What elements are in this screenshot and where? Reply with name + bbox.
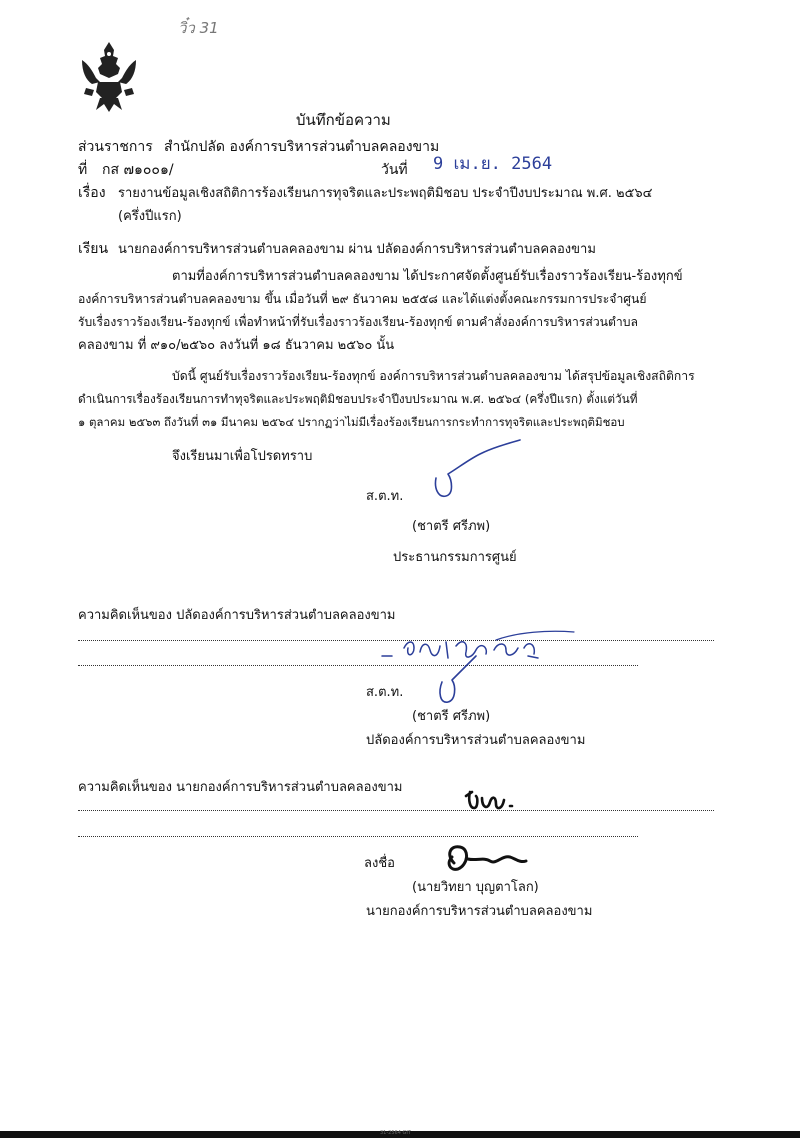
opinion-1-name: (ชาตรี ศรีภพ) xyxy=(412,709,491,724)
paragraph-1-line: รับเรื่องราวร้องเรียน-ร้องทุกข์ เพื่อทำหน้าที่รับเรื่องราวร้องเรียน-ร้องทุกข์ ตามคำสั่งองค์การบริหารส่วนตำบล xyxy=(78,315,638,329)
opinion-2-position: นายกองค์การบริหารส่วนตำบลคลองขาม xyxy=(366,904,593,919)
signature-1-position: ประธานกรรมการศูนย์ xyxy=(393,550,517,565)
paragraph-2-line: ๑ ตุลาคม ๒๕๖๓ ถึงวันที่ ๓๑ มีนาคม ๒๕๖๔ ปรากฏว่าไม่มีเรื่องร้องเรียนการกระทำการทุจริตและประพฤติมิชอบ xyxy=(78,415,625,429)
agency-value: สำนักปลัด องค์การบริหารส่วนตำบลคลองขาม xyxy=(164,139,440,155)
opinion-2-dotted-line xyxy=(78,810,714,811)
signature-1-name: (ชาตรี ศรีภพ) xyxy=(412,519,491,534)
page-title: บันทึกข้อความ xyxy=(296,111,391,129)
opinion-1-sig-prefix: ส.ต.ท. xyxy=(366,685,404,700)
paragraph-1-line: ตามที่องค์การบริหารส่วนตำบลคลองขาม ได้ประกาศจัดตั้งศูนย์รับเรื่องราวร้องเรียน-ร้องทุกข์ xyxy=(172,269,683,284)
scan-footer-bar xyxy=(0,1131,800,1138)
opinion-1-label: ความคิดเห็นของ ปลัดองค์การบริหารส่วนตำบลคลองขาม xyxy=(78,608,396,623)
handwritten-note: วิ๋ว 31 xyxy=(178,19,219,37)
closing-text: จึงเรียนมาเพื่อโปรดทราบ xyxy=(172,449,313,464)
subject-line-1: รายงานข้อมูลเชิงสถิติการร้องเรียนการทุจริตและประพฤติมิชอบ ประจำปีงบประมาณ พ.ศ. ๒๕๖๔ xyxy=(118,186,653,201)
to-value: นายกองค์การบริหารส่วนตำบลคลองขาม ผ่าน ปลัดองค์การบริหารส่วนตำบลคลองขาม xyxy=(118,242,596,257)
subject-line-2: (ครึ่งปีแรก) xyxy=(118,209,182,224)
to-label: เรียน xyxy=(78,241,109,257)
date-label: วันที่ xyxy=(381,162,408,178)
opinion-2-sign-label: ลงชื่อ xyxy=(364,856,395,871)
opinion-2-dotted-line xyxy=(78,836,638,837)
opinion-1-position: ปลัดองค์การบริหารส่วนตำบลคลองขาม xyxy=(366,733,586,748)
ref-label: ที่ xyxy=(78,162,88,178)
paragraph-1-line: องค์การบริหารส่วนตำบลคลองขาม ขึ้น เมื่อวันที่ ๒๙ ธันวาคม ๒๕๕๘ และได้แต่งตั้งคณะกรรมการประจำศูนย์ xyxy=(78,292,647,306)
signature-2-scribble xyxy=(430,650,500,710)
opinion-2-label: ความคิดเห็นของ นายกองค์การบริหารส่วนตำบลคลองขาม xyxy=(78,780,403,795)
footer-tiny-text: 31-2564 GIT xyxy=(380,1130,411,1136)
paragraph-2-line: บัดนี้ ศูนย์รับเรื่องราวร้องเรียน-ร้องทุกข์ องค์การบริหารส่วนตำบลคลองขาม ได้สรุปข้อมูลเชิงสถิติการ xyxy=(172,369,695,383)
signature-1-scribble xyxy=(428,438,528,508)
opinion-2-name: (นายวิทยา บุญตาโลก) xyxy=(412,880,539,895)
signature-1-prefix: ส.ต.ท. xyxy=(366,489,404,504)
opinion-2-handwriting xyxy=(462,788,522,814)
garuda-emblem-icon xyxy=(78,38,140,114)
subject-label: เรื่อง xyxy=(78,185,106,201)
paragraph-1-line: คลองขาม ที่ ๙๑๐/๒๕๖๐ ลงวันที่ ๑๘ ธันวาคม ๒๕๖๐ นั้น xyxy=(78,338,395,353)
agency-label: ส่วนราชการ xyxy=(78,139,153,155)
ref-value: กส ๗๑๐๐๑/ xyxy=(102,162,174,178)
date-stamp: 9 เม.ย. 2564 xyxy=(433,154,553,174)
paragraph-2-line: ดำเนินการเรื่องร้องเรียนการทำทุจริตและประพฤติมิชอบประจำปีงบประมาณ พ.ศ. ๒๕๖๔ (ครึ่งปีแรก) ตั้งแต่วันที่ xyxy=(78,392,638,406)
signature-3-scribble xyxy=(440,843,530,879)
